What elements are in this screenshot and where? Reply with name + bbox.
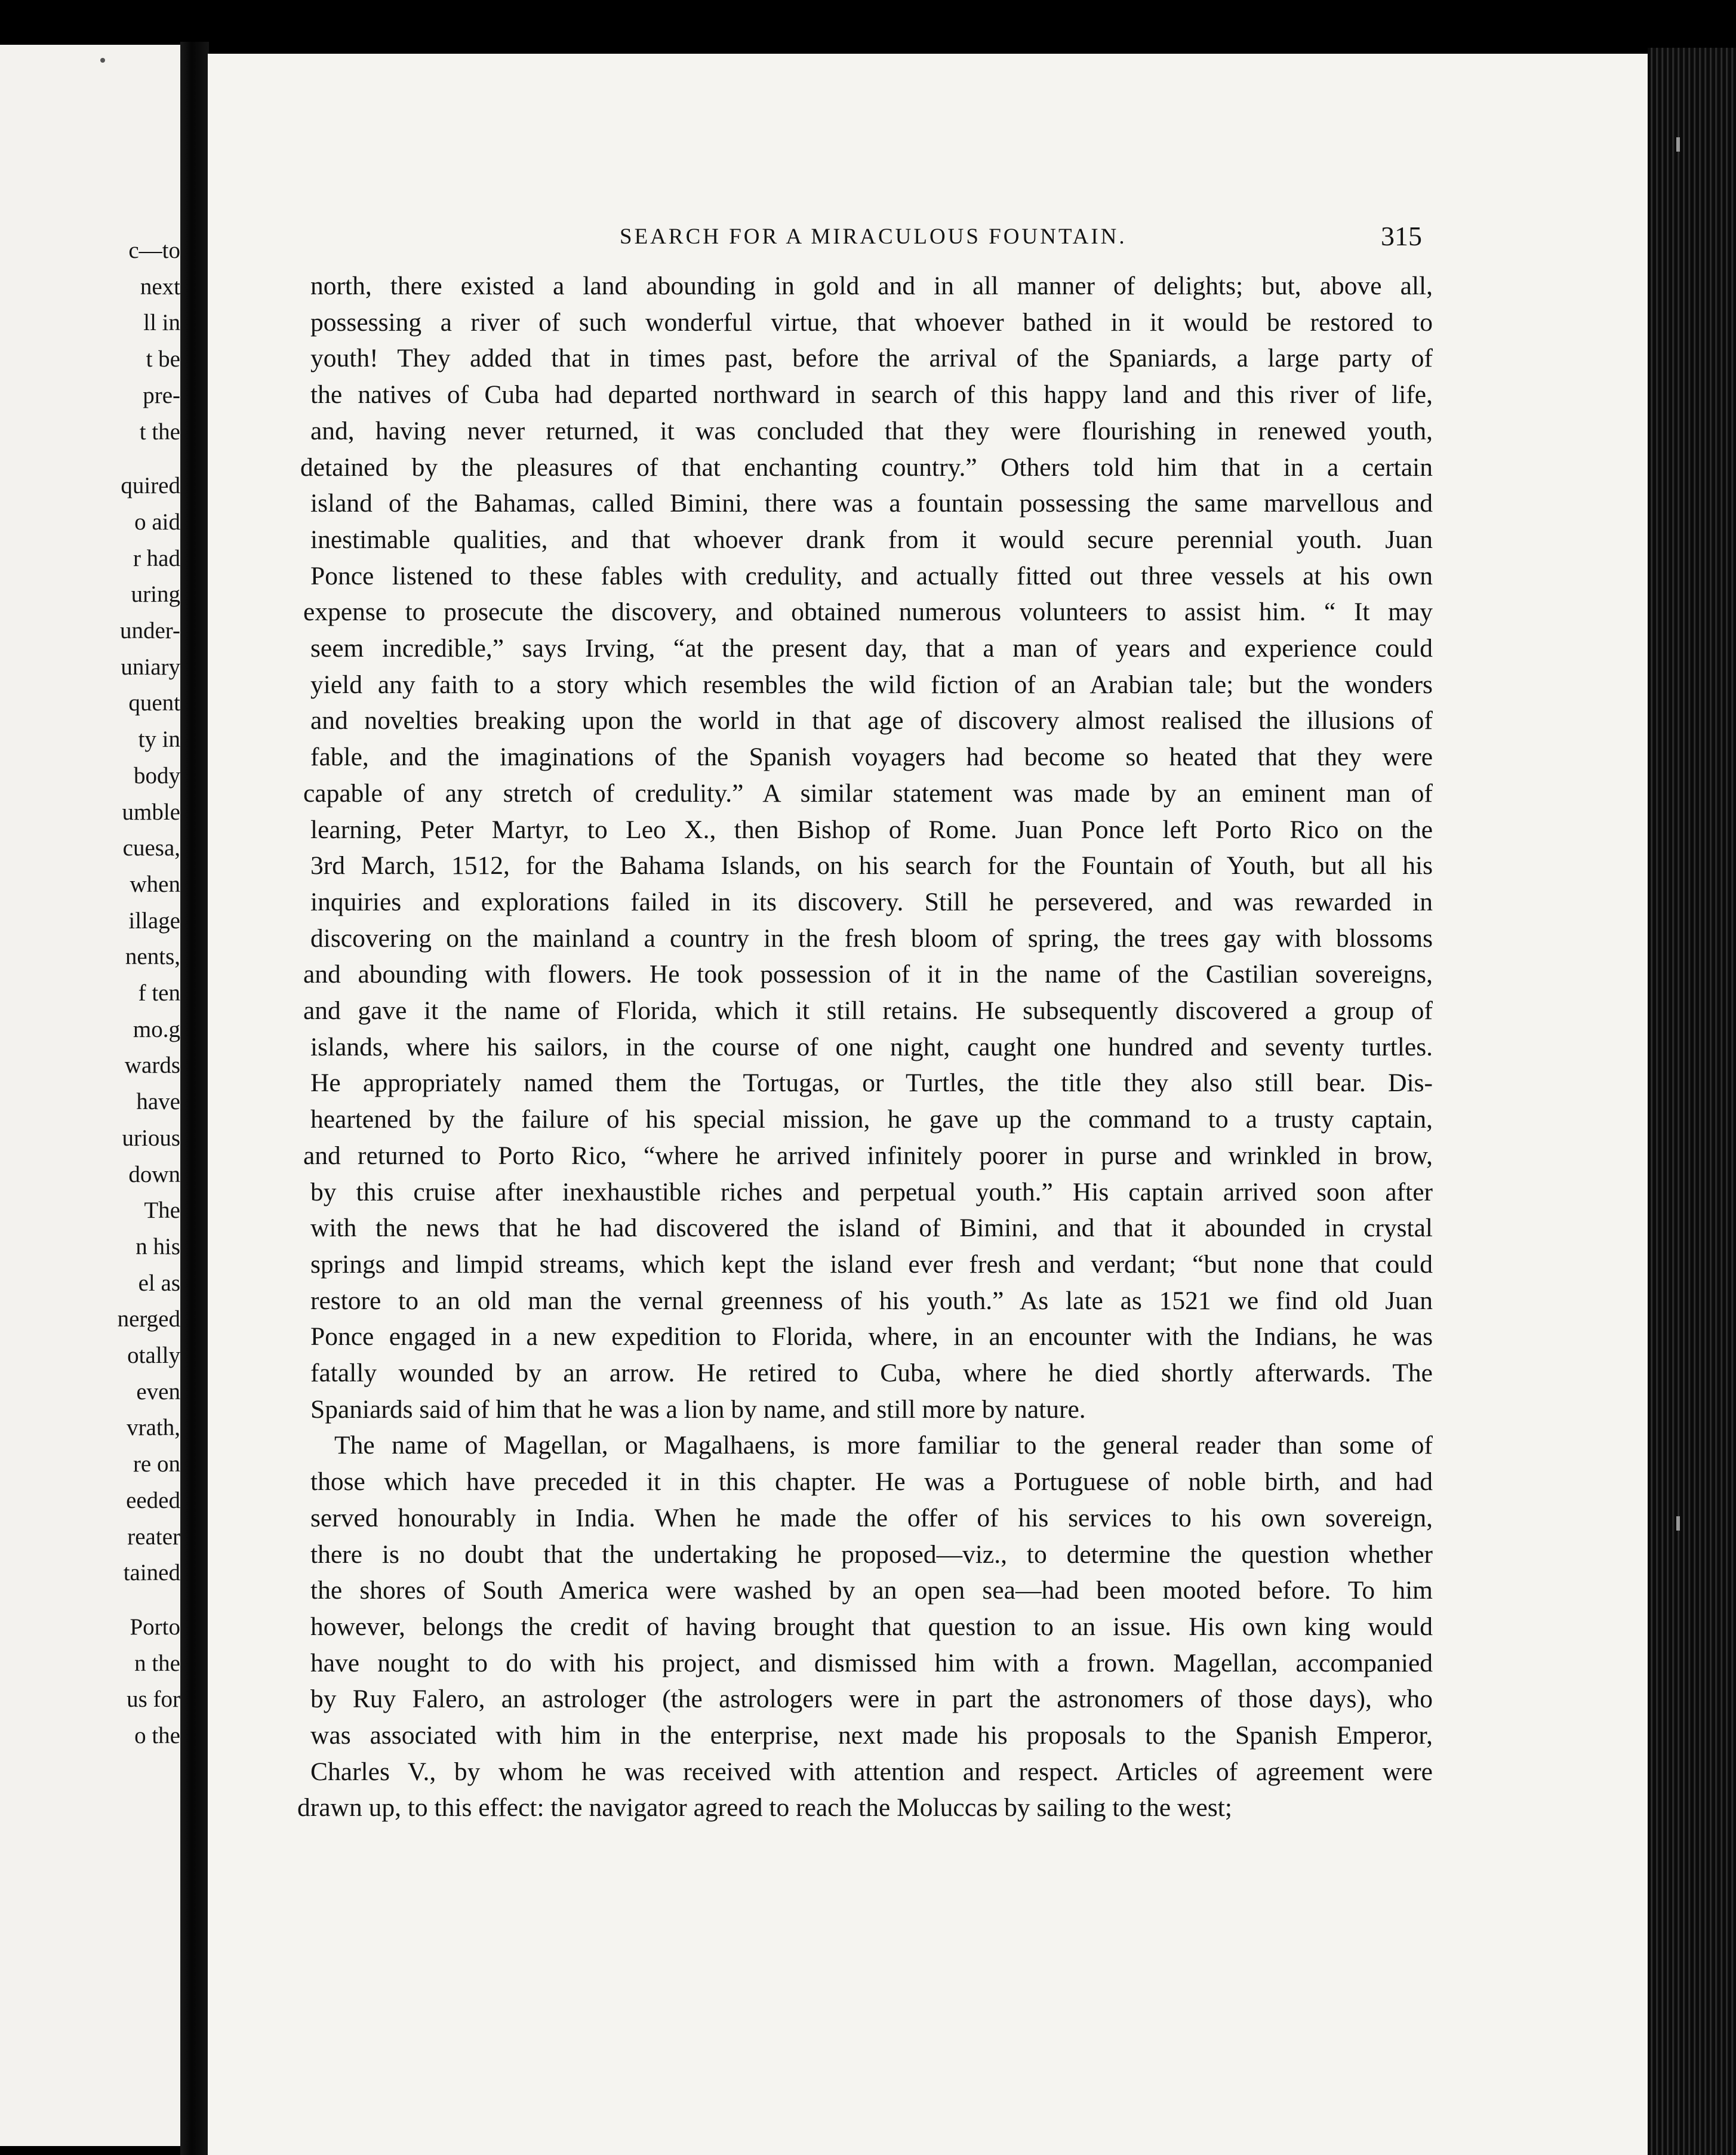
facing-page-fragment: uring — [131, 581, 180, 608]
facing-page-fragment: illage — [128, 907, 180, 934]
text-line: those which have preceded it in this chapter. He was a Portuguese of noble birth, and had — [310, 1467, 1433, 1497]
text-line: restore to an old man the vernal greenness of his youth.” As late as 1521 we find old Juan — [310, 1286, 1433, 1315]
text-line: served honourably in India. When he made the offer of his services to his own sovereign, — [310, 1503, 1433, 1532]
text-line: inquiries and explorations failed in its discovery. Still he persevered, and was rewarded in — [310, 887, 1433, 916]
edge-mark — [1676, 137, 1680, 152]
text-line: He appropriately named them the Tortugas, or Turtles, the title they also still bear. Dis- — [310, 1069, 1433, 1098]
facing-page-fragment: el as — [138, 1270, 180, 1296]
text-line: the natives of Cuba had departed northward in search of this happy land and this river of life, — [310, 380, 1433, 410]
text-line: and returned to Porto Rico, “where he arrived infinitely poorer in purse and wrinkled in brow, — [303, 1141, 1433, 1170]
text-line: and gave it the name of Florida, which it still retains. He subsequently discovered a group of — [303, 996, 1433, 1025]
facing-page-fragment: o aid — [134, 509, 180, 535]
facing-page-fragment: o the — [134, 1723, 180, 1748]
text-line: and abounding with flowers. He took possession of it in the name of the Castilian sovereigns, — [303, 960, 1433, 989]
text-line: youth! They added that in times past, before the arrival of the Spaniards, a large party of — [310, 344, 1433, 373]
text-line: the shores of South America were washed by an open sea—had been mooted before. To him — [310, 1576, 1433, 1605]
facing-page-fragment: eeded — [126, 1487, 180, 1513]
text-line: detained by the pleasures of that enchanting country.” Others told him that in a certain — [300, 452, 1433, 482]
facing-page-fragment: us for — [127, 1686, 180, 1713]
text-line: Ponce engaged in a new expedition to Florida, where, in an encounter with the Indians, he was — [310, 1322, 1433, 1352]
text-line: possessing a river of such wonderful virtue, that whoever bathed in it would be restored to — [310, 307, 1433, 337]
facing-page-fragment: down — [128, 1161, 180, 1187]
facing-page-fragment: quired — [121, 473, 180, 499]
text-line: north, there existed a land abounding in gold and in all manner of delights; but, above all, — [310, 272, 1433, 300]
facing-page-fragment: t be — [146, 346, 180, 372]
facing-page-fragment: body — [134, 762, 180, 789]
facing-page-fragment: nents, — [125, 944, 180, 970]
facing-page-fragment: wards — [124, 1052, 180, 1079]
facing-page-fragment: urious — [122, 1125, 180, 1151]
facing-page-fragment: uniary — [121, 654, 180, 680]
facing-page-fragment: t the — [139, 418, 180, 445]
ink-speck — [100, 58, 105, 63]
text-line: Charles V., by whom he was received with attention and respect. Articles of agreement were — [310, 1757, 1433, 1786]
text-line: The name of Magellan, or Magalhaens, is more familiar to the general reader than some of — [334, 1431, 1433, 1460]
facing-page-fragment: n the — [134, 1650, 180, 1676]
text-line: 3rd March, 1512, for the Bahama Islands, on his search for the Fountain of Youth, but all his — [310, 851, 1433, 881]
facing-page-fragment: r had — [133, 545, 180, 571]
text-line: was associated with him in the enterprise, next made his proposals to the Spanish Emperor, — [310, 1721, 1433, 1750]
facing-page-fragment: f ten — [138, 980, 180, 1006]
text-line: however, belongs the credit of having brought that question to an issue. His own king would — [310, 1612, 1433, 1641]
text-line: heartened by the failure of his special mission, he gave up the command to a trusty captain, — [310, 1105, 1433, 1134]
facing-page-fragment: umble — [122, 799, 180, 825]
facing-page-fragment: when — [130, 871, 180, 897]
text-line: Ponce listened to these fables with credulity, and actually fitted out three vessels at his own — [310, 561, 1433, 590]
text-line: fatally wounded by an arrow. He retired to Cuba, where he died shortly afterwards. The — [310, 1359, 1433, 1387]
text-line: learning, Peter Martyr, to Leo X., then Bishop of Rome. Juan Ponce left Porto Rico on the — [310, 815, 1433, 844]
text-line: yield any faith to a story which resembles the wild fiction of an Arabian tale; but the wonders — [310, 670, 1433, 699]
facing-page-fragment: have — [136, 1089, 180, 1115]
text-line: capable of any stretch of credulity.” A similar statement was made by an eminent man of — [303, 778, 1433, 808]
text-line: island of the Bahamas, called Bimini, there was a fountain possessing the same marvellous and — [310, 489, 1433, 518]
text-line: with the news that he had discovered the island of Bimini, and that it abounded in crystal — [310, 1214, 1433, 1243]
facing-page-fragment: next — [140, 273, 180, 300]
facing-page-fragment: pre- — [143, 382, 180, 408]
text-line: seem incredible,” says Irving, “at the present day, that a man of years and experience could — [310, 634, 1433, 663]
facing-page-fragment: ty in — [138, 726, 180, 753]
facing-page-fragment: under- — [119, 618, 180, 644]
text-line: Spaniards said of him that he was a lion by name, and still more by nature. — [310, 1394, 1086, 1424]
running-head — [208, 221, 1648, 260]
text-line: discovering on the mainland a country in the fresh bloom of spring, the trees gay with blossoms — [310, 923, 1433, 953]
facing-page-fragment: re on — [133, 1451, 180, 1477]
facing-page-fragment: vrath, — [127, 1415, 180, 1441]
facing-page-fragment: ll in — [143, 310, 180, 336]
facing-page-fragment: even — [136, 1378, 180, 1405]
book-gutter — [180, 42, 209, 2155]
text-line: springs and limpid streams, which kept the island ever fresh and verdant; “but none that could — [310, 1249, 1433, 1279]
text-line: inestimable qualities, and that whoever drank from it would secure perennial youth. Juan — [310, 525, 1433, 554]
facing-page-fragment: mo.g — [133, 1016, 180, 1042]
text-line: and, having never returned, it was concluded that they were flourishing in renewed youth, — [310, 416, 1433, 445]
facing-page-fragment: nerged — [117, 1306, 180, 1332]
facing-page — [0, 45, 180, 2146]
facing-page-fragment: quent — [128, 690, 180, 716]
page-edges — [1648, 48, 1736, 2155]
book-page — [208, 54, 1648, 2155]
facing-page-fragment: reater — [127, 1523, 180, 1550]
facing-page-fragment: c—to — [128, 238, 180, 263]
facing-page-fragment: n his — [136, 1233, 180, 1260]
running-title: SEARCH FOR A MIRACULOUS FOUNTAIN. — [620, 224, 1127, 249]
facing-page-fragment: The — [144, 1197, 180, 1224]
facing-page-fragment: Porto — [130, 1614, 180, 1640]
text-line: islands, where his sailors, in the course of one night, caught one hundred and seventy turtles. — [310, 1032, 1433, 1061]
text-line: there is no doubt that the undertaking he proposed—viz., to determine the question whether — [310, 1540, 1433, 1569]
facing-page-fragment: tained — [123, 1560, 180, 1586]
text-line: and novelties breaking upon the world in that age of discovery almost realised the illusions of — [310, 706, 1433, 735]
text-line: fable, and the imaginations of the Spanish voyagers had become so heated that they were — [310, 743, 1433, 772]
facing-page-fragment: otally — [127, 1343, 180, 1368]
page-number: 315 — [1381, 221, 1422, 251]
text-line: have nought to do with his project, and dismissed him with a frown. Magellan, accompanied — [310, 1648, 1433, 1677]
text-line: drawn up, to this effect: the navigator agreed to reach the Moluccas by sailing to the west; — [297, 1793, 1232, 1822]
text-line: by this cruise after inexhaustible riches and perpetual youth.” His captain arrived soon after — [310, 1177, 1433, 1206]
facing-page-fragment: cuesa, — [122, 835, 180, 861]
text-line: expense to prosecute the discovery, and obtained numerous volunteers to assist him. “ It may — [303, 598, 1433, 627]
edge-mark — [1676, 1516, 1680, 1531]
text-line: by Ruy Falero, an astrologer (the astrologers were in part the astronomers of those days), who — [310, 1685, 1433, 1714]
